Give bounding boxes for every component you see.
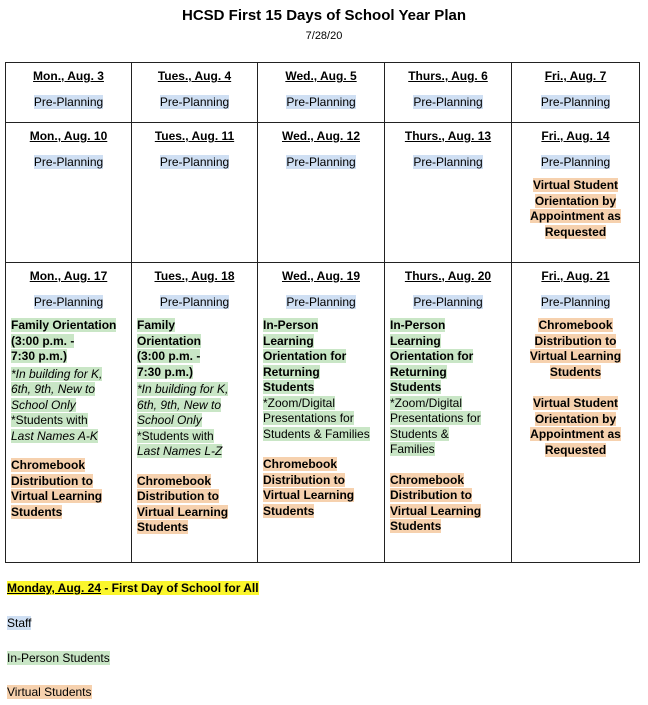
day-cell: [512, 63, 640, 123]
pre-planning-label: Pre-Planning: [540, 94, 611, 109]
day-heading: Thurs., Aug. 6: [408, 69, 488, 83]
day-cell: [132, 63, 258, 123]
day-cell: [258, 63, 385, 123]
family-orientation-notes: *In building for K, 6th, 9th, New to School Only *Students with Last Names L-Z: [137, 382, 229, 458]
pre-planning-label: Pre-Planning: [540, 154, 611, 169]
document-date: 7/28/20: [305, 30, 343, 42]
chromebook-distribution-event: Chromebook Distribution to Virtual Learning Students: [529, 318, 622, 379]
day-cell: [385, 263, 512, 563]
chromebook-distribution-event: Chromebook Distribution to Virtual Learning Students: [137, 473, 229, 534]
page-title: HCSD First 15 Days of School Year Plan: [182, 7, 466, 24]
day-cell: [385, 63, 512, 123]
legend-staff: Staff: [7, 616, 32, 630]
day-heading: Tues., Aug. 4: [157, 69, 232, 83]
day-cell: [512, 263, 640, 563]
day-cell: [132, 263, 258, 563]
day-heading: Wed., Aug. 5: [285, 69, 357, 83]
day-heading: Tues., Aug. 11: [154, 129, 235, 143]
pre-planning-label: Pre-Planning: [159, 94, 230, 109]
pre-planning-label: Pre-Planning: [33, 294, 104, 309]
virtual-orientation-event: Virtual Student Orientation by Appointment as Requested: [530, 396, 621, 457]
pre-planning-label: Pre-Planning: [540, 294, 611, 309]
pre-planning-label: Pre-Planning: [413, 294, 483, 309]
day-heading: Fri., Aug. 14: [541, 129, 610, 143]
day-heading: Wed., Aug. 19: [281, 269, 360, 283]
zoom-presentations-note: *Zoom/Digital Presentations for Students & Families: [390, 395, 481, 456]
day-heading: Fri., Aug. 21: [541, 269, 610, 283]
pre-planning-label: Pre-Planning: [286, 294, 356, 309]
in-person-orientation-event: In-Person Learning Orientation for Returning Students: [263, 318, 347, 394]
zoom-presentations-note: *Zoom/Digital Presentations for Students & Families: [263, 395, 370, 441]
day-cell: [132, 123, 258, 263]
day-heading: Mon., Aug. 17: [29, 269, 108, 283]
family-orientation-event: Family Orientation (3:00 p.m. - 7:30 p.m.): [137, 318, 202, 379]
week-row-3: [6, 263, 640, 563]
pre-planning-label: Pre-Planning: [286, 154, 356, 169]
day-cell: [6, 263, 132, 563]
week-row-1: [6, 63, 640, 123]
day-cell: [6, 123, 132, 263]
day-heading: Mon., Aug. 3: [33, 69, 104, 83]
virtual-orientation-event: Virtual Student Orientation by Appointment as Requested: [530, 178, 621, 239]
calendar-table: [5, 62, 640, 563]
first-day-note: Monday, Aug. 24 - First Day of School for All: [7, 581, 259, 595]
day-heading: Fri., Aug. 7: [544, 69, 607, 83]
day-cell: [258, 123, 385, 263]
legend-in-person: In-Person Students: [7, 651, 110, 665]
pre-planning-label: Pre-Planning: [159, 294, 230, 309]
pre-planning-label: Pre-Planning: [413, 154, 483, 169]
day-heading: Thurs., Aug. 13: [404, 129, 492, 143]
pre-planning-label: Pre-Planning: [413, 94, 483, 109]
chromebook-distribution-event: Chromebook Distribution to Virtual Learning Students: [11, 458, 103, 519]
day-heading: Tues., Aug. 18: [154, 269, 235, 283]
day-cell: [385, 123, 512, 263]
day-heading: Wed., Aug. 12: [281, 129, 360, 143]
chromebook-distribution-event: Chromebook Distribution to Virtual Learning Students: [263, 457, 355, 518]
week-row-2: [6, 123, 640, 263]
day-cell: [6, 63, 132, 123]
pre-planning-label: Pre-Planning: [33, 94, 104, 109]
day-heading: Thurs., Aug. 20: [404, 269, 492, 283]
pre-planning-label: Pre-Planning: [159, 154, 230, 169]
family-orientation-notes: *In building for K, 6th, 9th, New to School Only *Students with Last Names A-K: [11, 366, 103, 443]
day-heading: Mon., Aug. 10: [29, 129, 108, 143]
pre-planning-label: Pre-Planning: [286, 94, 356, 109]
in-person-orientation-event: In-Person Learning Orientation for Returning Students: [390, 318, 474, 394]
day-cell: [512, 123, 640, 263]
legend-virtual: Virtual Students: [7, 685, 92, 699]
day-cell: [258, 263, 385, 563]
pre-planning-label: Pre-Planning: [33, 154, 104, 169]
chromebook-distribution-event: Chromebook Distribution to Virtual Learning Students: [390, 472, 482, 533]
family-orientation-event: Family Orientation (3:00 p.m. - 7:30 p.m.): [11, 318, 117, 363]
